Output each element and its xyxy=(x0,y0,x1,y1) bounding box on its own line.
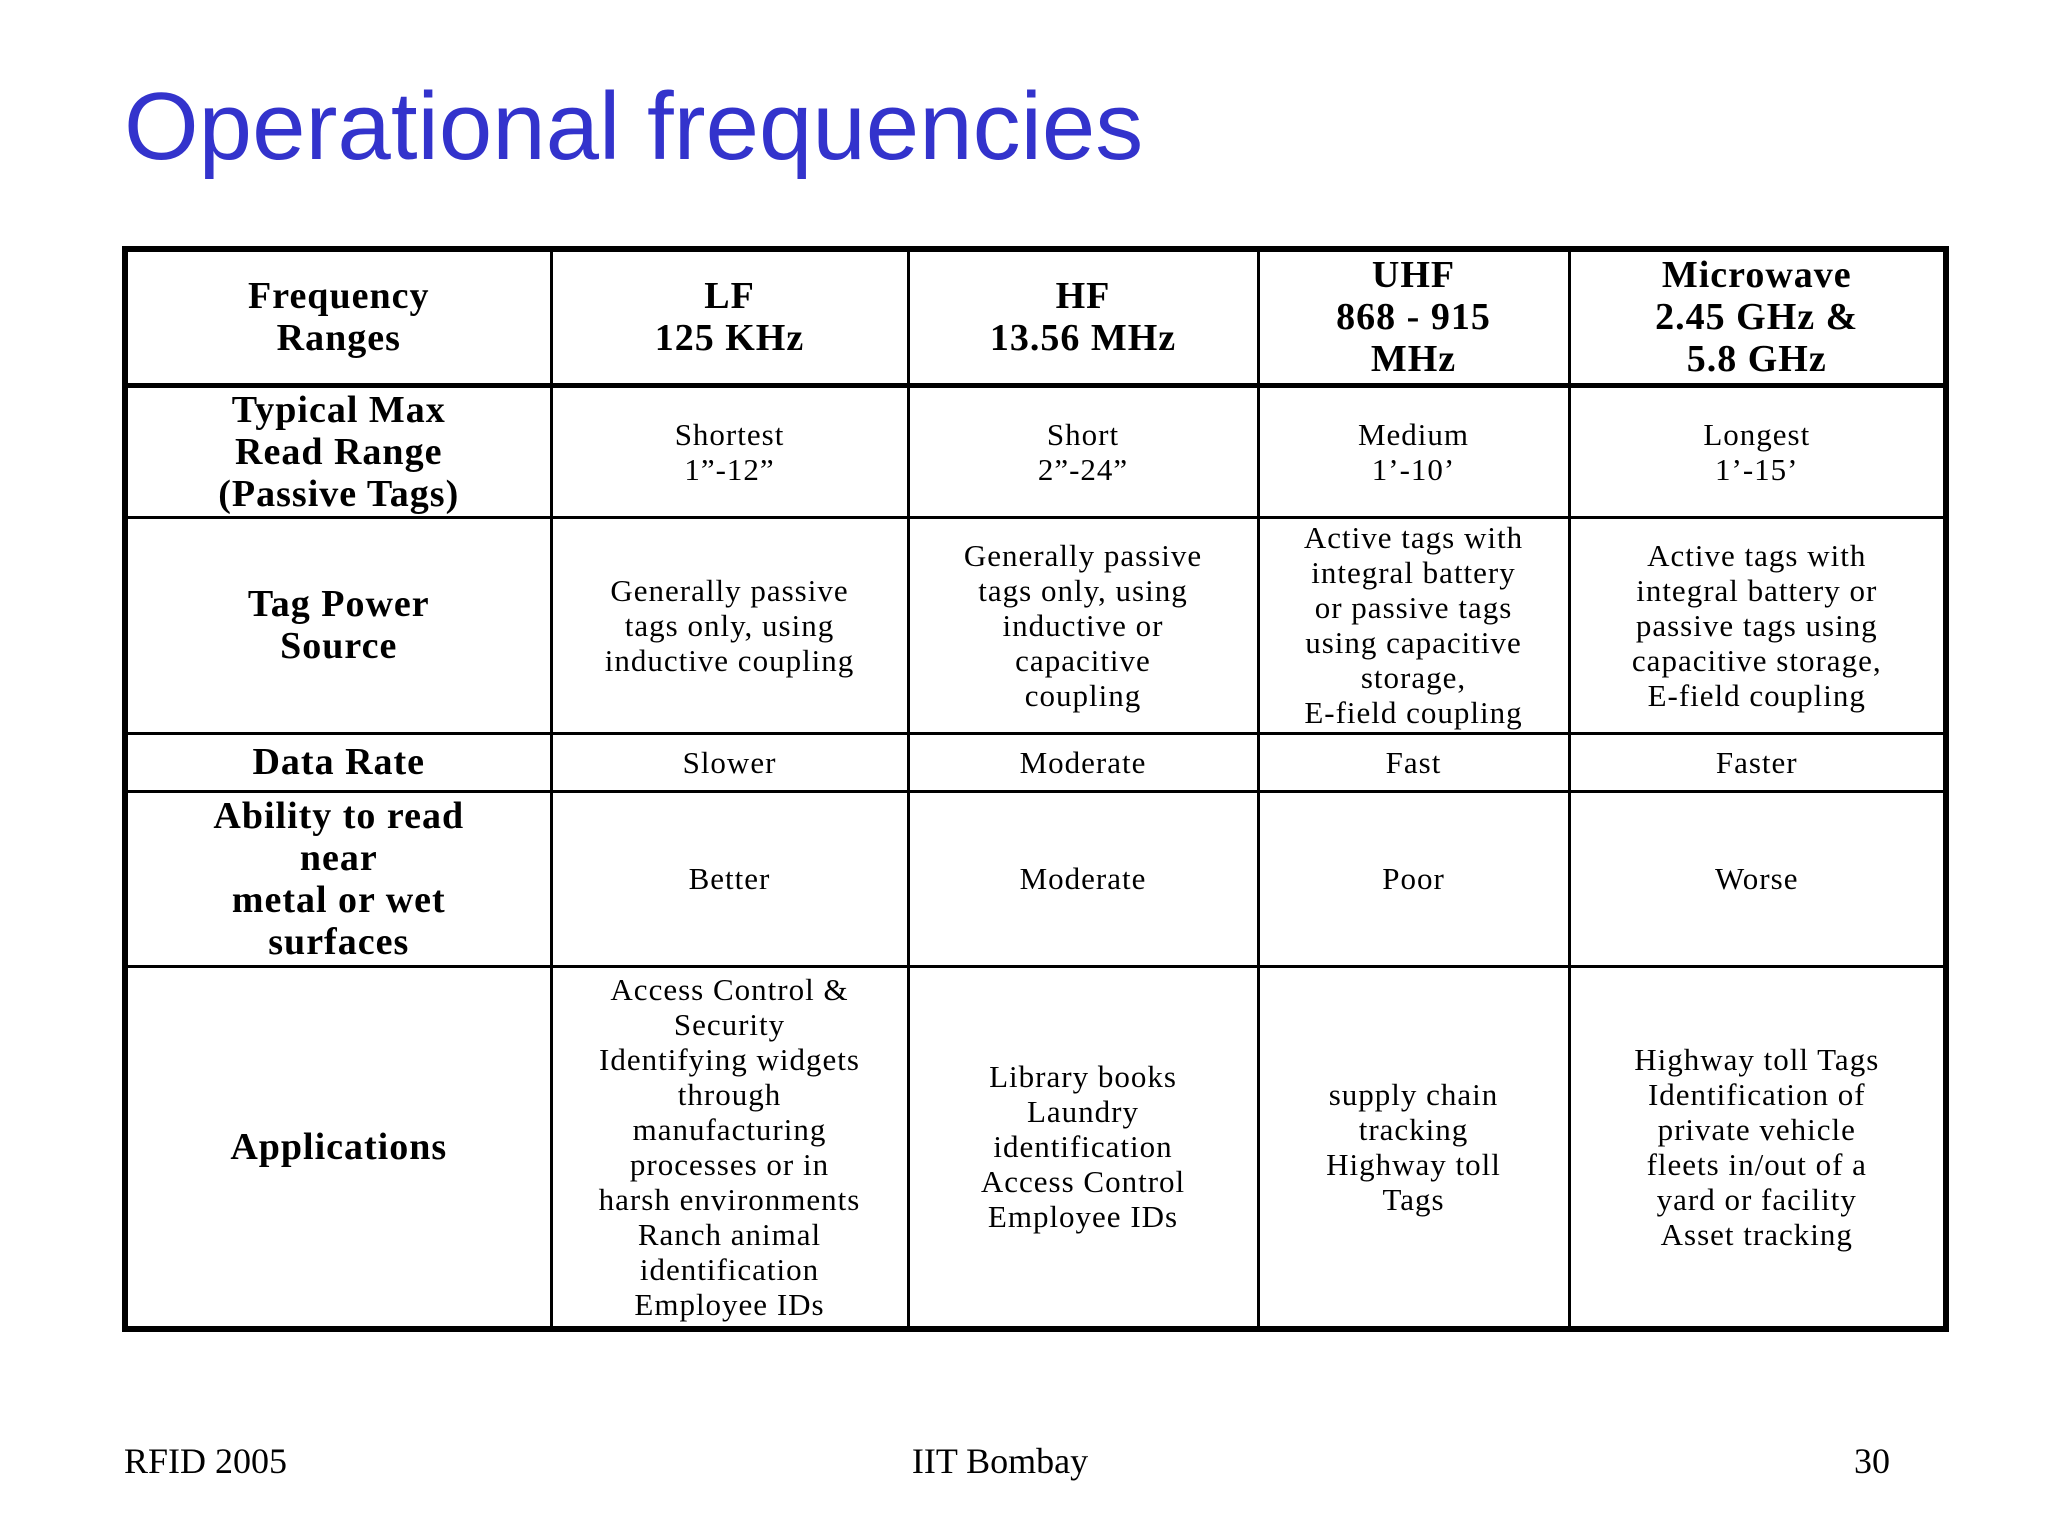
table-cell xyxy=(1258,966,1569,1329)
table-cell xyxy=(1258,733,1569,791)
slide-number: 30 xyxy=(1854,1441,1890,1481)
cell-line: tags only, using xyxy=(624,607,835,643)
cell-line: Shortest xyxy=(674,416,785,452)
cell-line: Library books xyxy=(989,1059,1177,1095)
header-line: HF xyxy=(1055,275,1111,318)
cell-line: fleets in/out of a xyxy=(1646,1146,1867,1182)
cell-line: inductive coupling xyxy=(604,642,855,678)
header-line: Ranges xyxy=(276,317,401,360)
cell-line: Identification of xyxy=(1647,1076,1866,1112)
cell-line: inductive or xyxy=(1002,607,1164,643)
footer-event: RFID 2005 xyxy=(124,1441,288,1481)
header-line: Microwave xyxy=(1661,254,1852,297)
cell-line: Faster xyxy=(1715,744,1798,780)
cell-line: E-field coupling xyxy=(1647,677,1866,713)
header-frequency-ranges xyxy=(125,249,551,385)
cell-line: through xyxy=(677,1076,782,1112)
label-line: metal or wet xyxy=(231,878,446,921)
cell-line: Highway toll xyxy=(1326,1146,1501,1182)
cell-line: 1’-10’ xyxy=(1371,451,1456,487)
table-cell xyxy=(1569,733,1946,791)
cell-line: 1’-15’ xyxy=(1715,451,1799,487)
table-row-read-range xyxy=(125,385,1946,517)
cell-line: supply chain xyxy=(1328,1076,1499,1112)
row-label xyxy=(125,733,551,791)
cell-line: Short xyxy=(1046,416,1120,452)
cell-line: Access Control & xyxy=(610,971,849,1007)
table-cell xyxy=(908,385,1258,517)
footer-institution: IIT Bombay xyxy=(911,1441,1089,1481)
label-line: Data Rate xyxy=(252,741,426,783)
row-label xyxy=(125,791,551,966)
table-row-power-source xyxy=(125,517,1946,733)
cell-line: passive tags using xyxy=(1635,607,1878,643)
header-line: 2.45 GHz & xyxy=(1655,296,1859,339)
header-line: LF xyxy=(704,275,755,318)
header-hf xyxy=(908,249,1258,385)
table-cell xyxy=(908,733,1258,791)
cell-line: Moderate xyxy=(1019,744,1147,780)
cell-line: 1”-12” xyxy=(684,451,775,487)
cell-line: integral battery or xyxy=(1636,572,1878,608)
header-lf xyxy=(551,249,908,385)
cell-line: tracking xyxy=(1358,1111,1469,1147)
table-row-applications xyxy=(125,966,1946,1329)
cell-line: or passive tags xyxy=(1314,590,1513,625)
table-cell xyxy=(908,791,1258,966)
cell-line: Generally passive xyxy=(963,537,1203,573)
cell-line: processes or in xyxy=(629,1146,830,1182)
header-line: 5.8 GHz xyxy=(1686,338,1827,381)
cell-line: Worse xyxy=(1715,861,1799,896)
cell-line: Ranch animal xyxy=(637,1216,822,1252)
header-line: MHz xyxy=(1370,338,1457,381)
cell-line: Slower xyxy=(682,744,777,780)
table-cell xyxy=(1569,791,1946,966)
cell-line: Employee IDs xyxy=(634,1286,825,1322)
header-line: 125 KHz xyxy=(654,317,805,360)
cell-line: Generally passive xyxy=(610,572,849,608)
table-cell xyxy=(551,517,908,733)
cell-line: Laundry xyxy=(1026,1094,1140,1130)
row-label xyxy=(125,966,551,1329)
table-cell xyxy=(551,385,908,517)
table-cell xyxy=(551,966,908,1329)
cell-line: Active tags with xyxy=(1303,520,1524,555)
table-cell xyxy=(1569,966,1946,1329)
table-row-metal-surfaces xyxy=(125,791,1946,966)
table-cell xyxy=(908,517,1258,733)
header-line: 868 - 915 xyxy=(1336,296,1491,339)
cell-line: harsh environments xyxy=(598,1181,861,1217)
label-line: Applications xyxy=(230,1125,448,1168)
cell-line: tags only, using xyxy=(978,572,1188,608)
cell-line: using capacitive xyxy=(1305,625,1522,660)
cell-line: Highway toll Tags xyxy=(1634,1041,1880,1077)
table-cell xyxy=(1258,385,1569,517)
cell-line: Tags xyxy=(1382,1181,1445,1217)
cell-line: Better xyxy=(688,861,771,896)
cell-line: Longest xyxy=(1703,416,1811,452)
cell-line: storage, xyxy=(1360,660,1467,695)
cell-line: identification xyxy=(993,1129,1173,1165)
table-cell xyxy=(551,733,908,791)
frequency-table xyxy=(122,246,1949,1332)
cell-line: capacitive storage, xyxy=(1631,642,1882,678)
table-cell xyxy=(908,966,1258,1329)
row-label xyxy=(125,517,551,733)
cell-line: E-field coupling xyxy=(1304,695,1523,730)
label-line: Tag Power xyxy=(247,583,430,625)
cell-line: coupling xyxy=(1024,677,1142,713)
label-line: Source xyxy=(280,625,398,667)
label-line: near xyxy=(299,836,378,879)
table-row-data-rate xyxy=(125,733,1946,791)
cell-line: Access Control xyxy=(980,1164,1186,1200)
cell-line: Identifying widgets xyxy=(599,1041,860,1077)
header-uhf xyxy=(1258,249,1569,385)
cell-line: capacitive xyxy=(1015,642,1151,678)
cell-line: Poor xyxy=(1382,861,1445,896)
cell-line: Asset tracking xyxy=(1660,1216,1853,1252)
row-label xyxy=(125,385,551,517)
cell-line: identification xyxy=(639,1251,820,1287)
table-header-row xyxy=(125,249,1946,385)
label-line: Ability to read xyxy=(213,794,465,837)
label-line: (Passive Tags) xyxy=(218,472,460,515)
slide-title: Operational frequencies xyxy=(124,73,1144,180)
table-cell xyxy=(1569,517,1946,733)
cell-line: Fast xyxy=(1385,744,1442,780)
header-line: Frequency xyxy=(248,275,430,318)
label-line: surfaces xyxy=(268,920,410,963)
header-line: UHF xyxy=(1371,254,1456,297)
cell-line: Moderate xyxy=(1019,861,1147,896)
cell-line: private vehicle xyxy=(1657,1111,1856,1147)
label-line: Typical Max xyxy=(231,388,446,431)
cell-line: yard or facility xyxy=(1656,1181,1857,1217)
cell-line: Security xyxy=(673,1006,786,1042)
table-cell xyxy=(1569,385,1946,517)
cell-line: integral battery xyxy=(1311,555,1516,590)
header-line: 13.56 MHz xyxy=(989,317,1177,360)
cell-line: Medium xyxy=(1357,416,1470,452)
cell-line: manufacturing xyxy=(632,1111,827,1147)
label-line: Read Range xyxy=(235,430,443,473)
cell-line: 2”-24” xyxy=(1037,451,1129,487)
table-cell xyxy=(551,791,908,966)
cell-line: Employee IDs xyxy=(987,1199,1179,1235)
table-cell xyxy=(1258,791,1569,966)
cell-line: Active tags with xyxy=(1647,537,1867,573)
header-microwave xyxy=(1569,249,1946,385)
table-cell xyxy=(1258,517,1569,733)
